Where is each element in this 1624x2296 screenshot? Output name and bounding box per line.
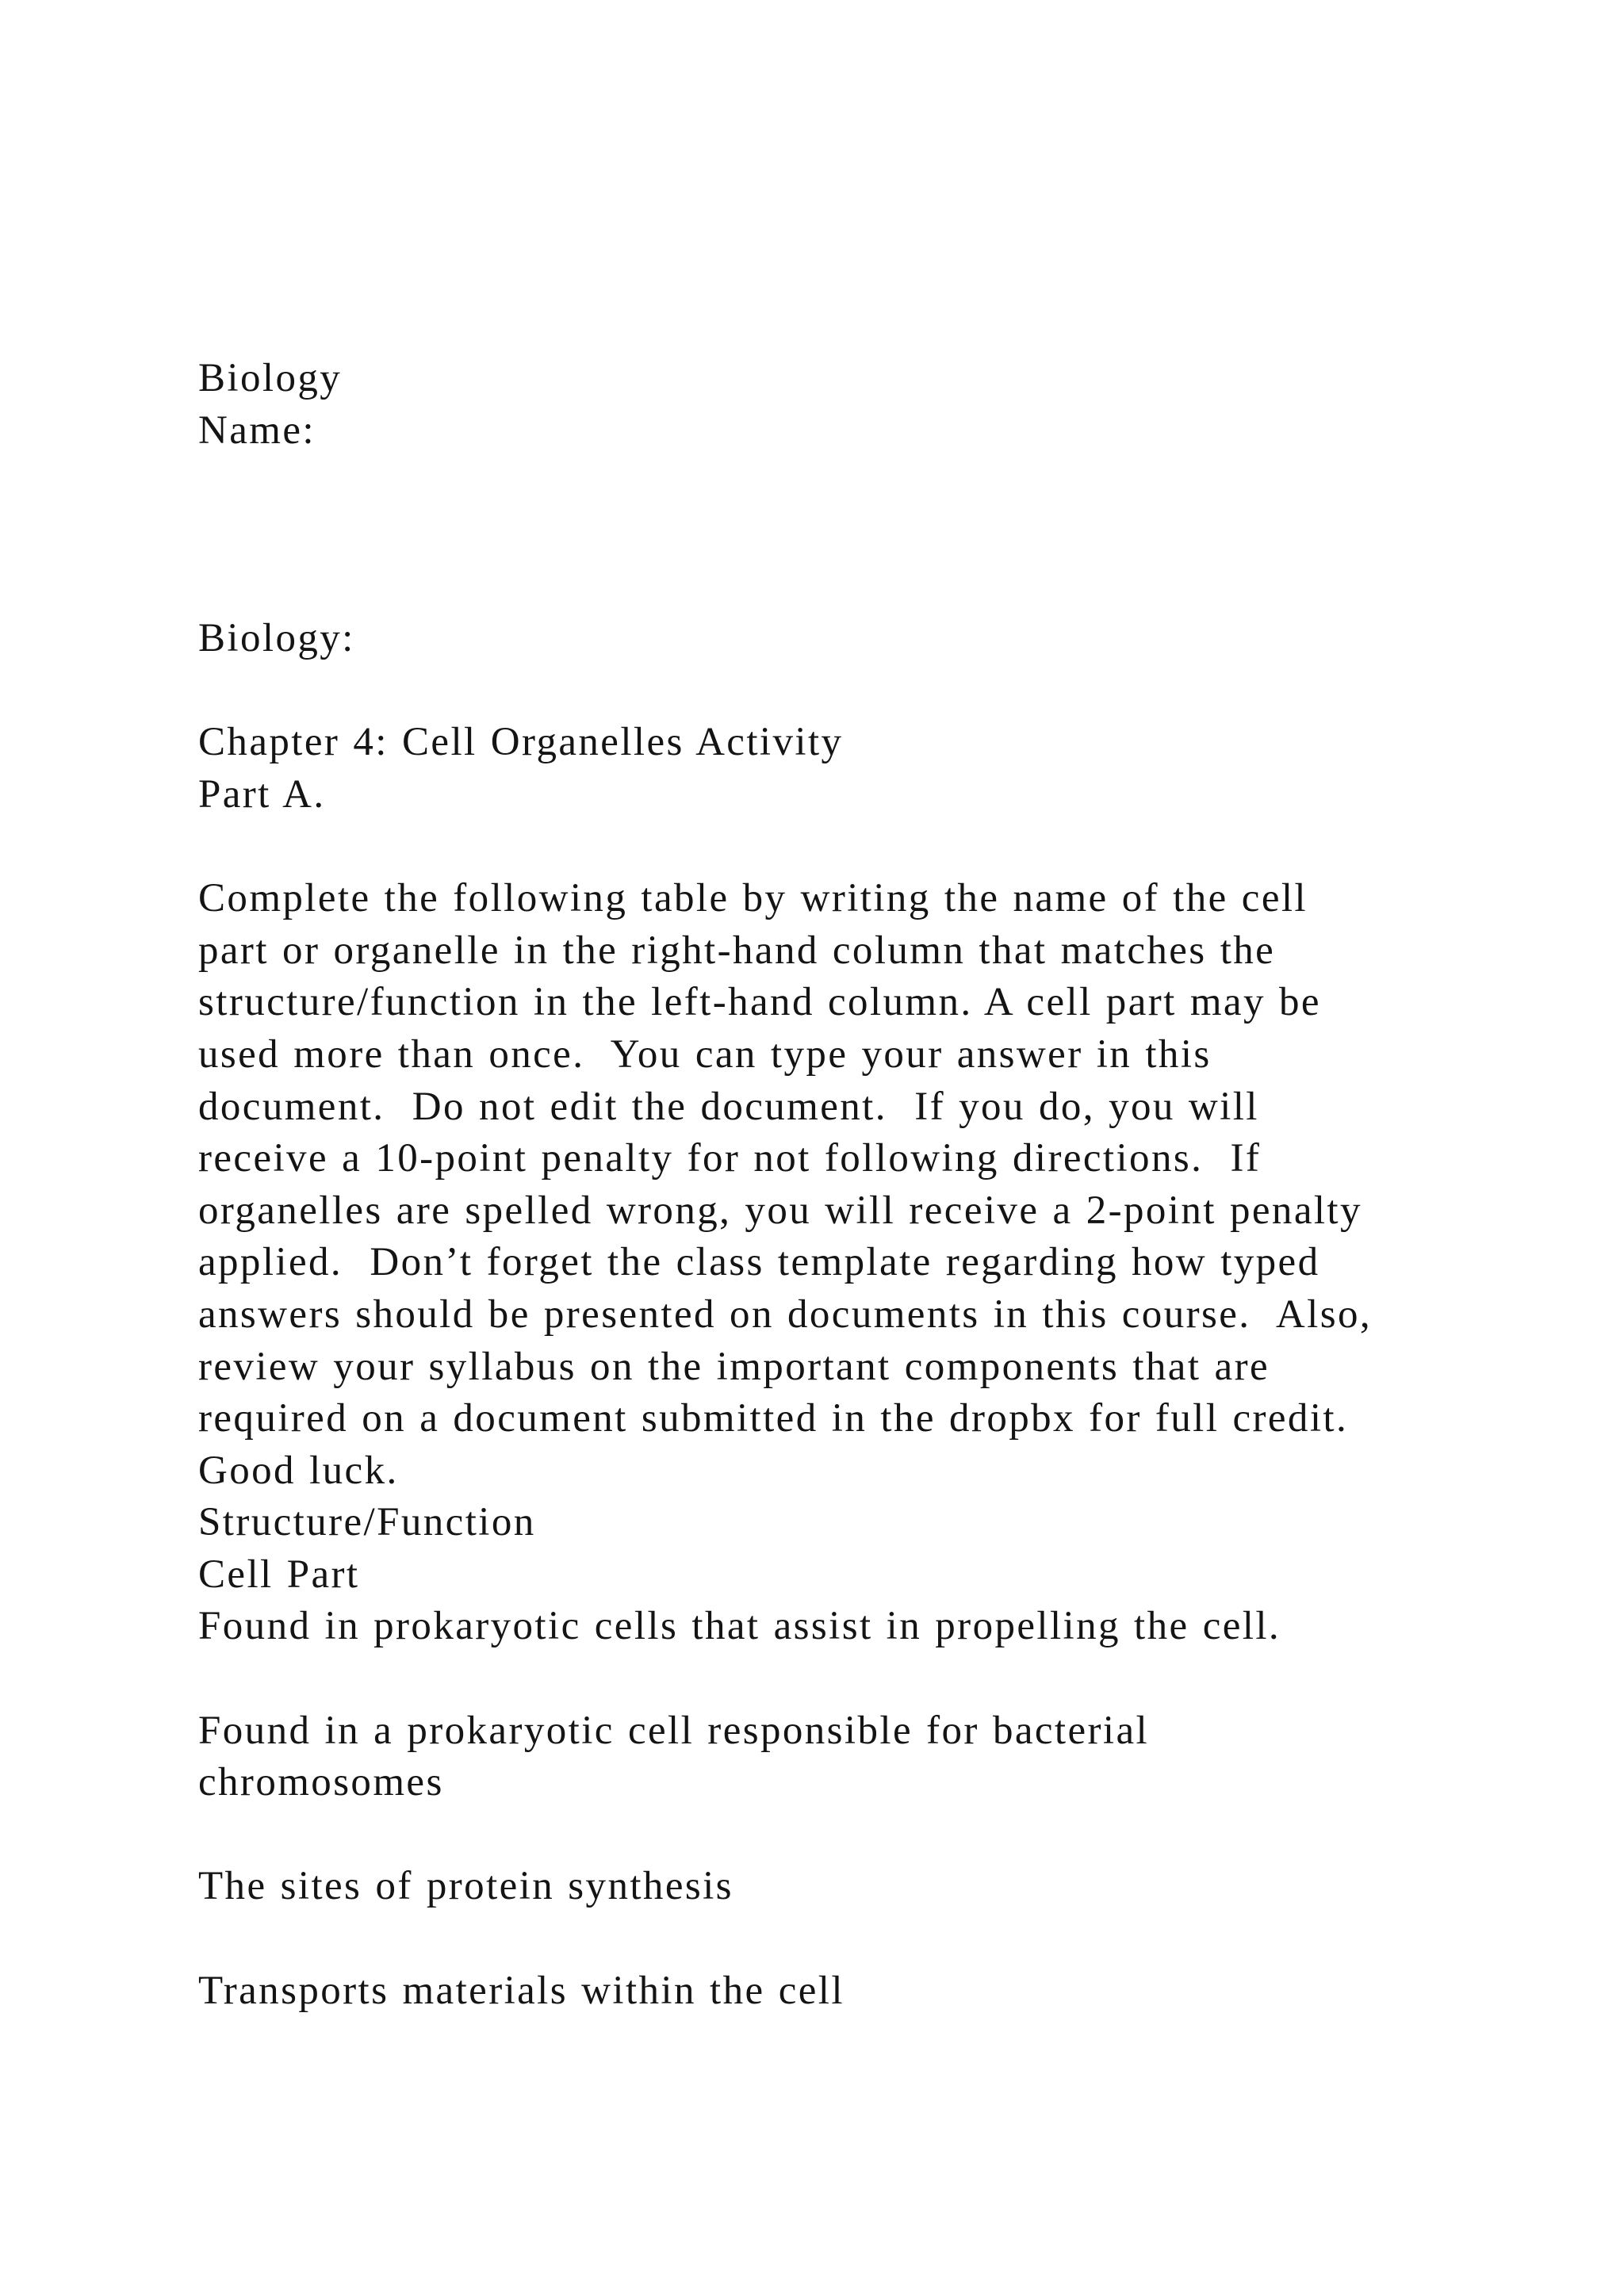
table-cell: chromosomes <box>198 1760 444 1805</box>
instructions-line: document. Do not edit the document. If you do, you will <box>198 1084 1259 1129</box>
spacer <box>198 457 1483 613</box>
table-cell: The sites of protein synthesis <box>198 1864 733 1909</box>
instructions-paragraph <box>198 873 1483 1497</box>
table-cell: Found in prokaryotic cells that assist in propelling the cell. <box>198 1604 1281 1649</box>
answer-space[interactable] <box>198 1913 1483 1965</box>
table-row <box>198 1965 1483 2018</box>
course-title: Biology <box>198 356 343 400</box>
instructions-line: organelles are spelled wrong, you will receive a 2-point penalty <box>198 1188 1362 1233</box>
chapter-title: Chapter 4: Cell Organelles Activity <box>198 720 844 765</box>
instructions-line: receive a 10-point penalty for not following directions. If <box>198 1136 1262 1181</box>
instructions-line: review your syllabus on the important components that are <box>198 1344 1270 1389</box>
instructions-line: answers should be presented on documents in this course. Also, <box>198 1292 1372 1337</box>
organelle-table <box>198 1497 1483 2017</box>
name-label: Name: <box>198 408 316 453</box>
instructions-line: used more than once. You can type your answer in this <box>198 1031 1212 1077</box>
instructions-line: structure/function in the left-hand column. A cell part may be <box>198 980 1321 1025</box>
instructions-line: required on a document submitted in the dropbx for full credit. <box>198 1396 1349 1441</box>
spacer <box>198 665 1483 718</box>
instructions-line: part or organelle in the right-hand column that matches the <box>198 928 1276 973</box>
part-label: Part A. <box>198 771 326 817</box>
table-cell: Found in a prokaryotic cell responsible for bacterial <box>198 1708 1150 1753</box>
spacer <box>198 821 1483 874</box>
table-header-cell-part: Cell Part <box>198 1552 360 1597</box>
table-row <box>198 1705 1483 1809</box>
document-body <box>198 353 1483 2017</box>
table-row <box>198 1601 1483 1653</box>
table-header-structure-function: Structure/Function <box>198 1500 536 1545</box>
instructions-line: applied. Don’t forget the class template regarding how typed <box>198 1240 1320 1285</box>
section-label: Biology: <box>198 616 355 661</box>
instructions-line: Complete the following table by writing the name of the cell <box>198 876 1308 921</box>
instructions-line: Good luck. <box>198 1448 399 1493</box>
answer-space[interactable] <box>198 1653 1483 1705</box>
table-cell: Transports materials within the cell <box>198 1968 845 2013</box>
answer-space[interactable] <box>198 1809 1483 1862</box>
table-row <box>198 1861 1483 1913</box>
